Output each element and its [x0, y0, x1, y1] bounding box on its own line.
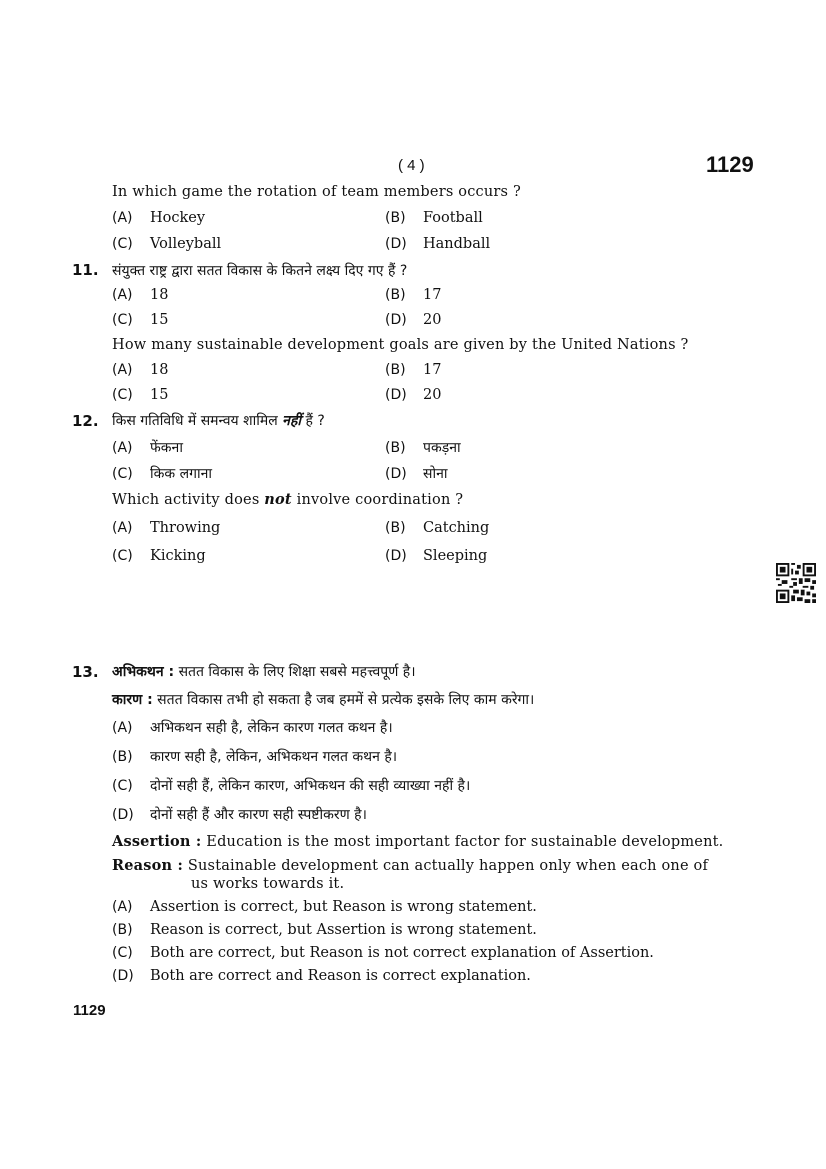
q11-hi-option-d: (D) 20 — [385, 312, 442, 328]
q11-en-option-d: (D) 20 — [385, 387, 442, 403]
qr-code-icon — [776, 563, 816, 603]
q13-reason-english: Reason : Sustainable development can actually happen only when each one of — [112, 857, 709, 874]
q11-en-option-b: (B) 17 — [385, 362, 442, 378]
q10-option-c: (C) Volleyball — [112, 236, 222, 252]
q12-hindi-emphasis: नहीं — [282, 413, 302, 429]
q11-en-option-a: (A) 18 — [112, 362, 169, 378]
q10-option-d: (D) Handball — [385, 236, 491, 252]
q11-hindi-text: संयुक्त राष्ट्र द्वारा सतत विकास के कितने लक्ष्य दिए गए हैं ? — [112, 263, 408, 279]
page-number: ( 4 ) — [398, 157, 425, 174]
q13-en-option-b: (B) Reason is correct, but Assertion is wrong statement. — [112, 922, 537, 938]
q13-en-option-d: (D) Both are correct and Reason is correct explanation. — [112, 968, 531, 984]
paper-code-header: 1129 — [706, 152, 754, 177]
q13-reason-hindi: कारण : सतत विकास तभी हो सकता है जब हममें से प्रत्येक इसके लिए काम करेगा। — [112, 692, 535, 708]
q10-option-b: (B) Football — [385, 210, 483, 226]
q13-reason-english-cont: us works towards it. — [191, 876, 345, 892]
q13-en-option-c: (C) Both are correct, but Reason is not correct explanation of Assertion. — [112, 945, 654, 961]
q12-hi-option-b: (B) पकड़ना — [385, 440, 461, 456]
q12-hi-option-d: (D) सोना — [385, 466, 448, 482]
q12-hi-option-c: (C) किक लगाना — [112, 466, 212, 482]
q12-english-emphasis: not — [264, 491, 292, 508]
q12-number: 12. — [72, 412, 99, 430]
q12-en-option-d: (D) Sleeping — [385, 548, 488, 564]
q11-en-option-c: (C) 15 — [112, 387, 169, 403]
q13-hi-option-b: (B) कारण सही है, लेकिन, अभिकथन गलत कथन है। — [112, 749, 398, 765]
q12-en-option-b: (B) Catching — [385, 520, 490, 536]
q13-number: 13. — [72, 663, 99, 681]
q13-hi-option-d: (D) दोनों सही हैं और कारण सही स्पष्टीकरण है। — [112, 807, 367, 823]
q13-assertion-hindi: अभिकथन : सतत विकास के लिए शिक्षा सबसे महत्त्वपूर्ण है। — [112, 664, 416, 680]
q11-english-text: How many sustainable development goals are given by the United Nations ? — [112, 337, 689, 353]
q12-english-text: Which activity does not involve coordination ? — [112, 491, 464, 508]
q11-hi-option-b: (B) 17 — [385, 287, 442, 303]
q11-hi-option-a: (A) 18 — [112, 287, 169, 303]
q13-hi-option-c: (C) दोनों सही हैं, लेकिन कारण, अभिकथन की सही व्याख्या नहीं है। — [112, 778, 471, 794]
q13-hi-option-a: (A) अभिकथन सही है, लेकिन कारण गलत कथन है। — [112, 720, 393, 736]
q11-number: 11. — [72, 261, 99, 279]
q10-option-a: (A) Hockey — [112, 210, 206, 226]
paper-code-footer: 1129 — [73, 1002, 106, 1019]
q13-assertion-english: Assertion : Education is the most important factor for sustainable development. — [112, 833, 724, 850]
q13-en-option-a: (A) Assertion is correct, but Reason is wrong statement. — [112, 899, 537, 915]
q10-english-text: In which game the rotation of team members occurs ? — [112, 184, 521, 200]
q12-hindi-text: किस गतिविधि में समन्वय शामिल नहीं हैं ? — [112, 413, 325, 429]
q11-hi-option-c: (C) 15 — [112, 312, 169, 328]
q12-en-option-c: (C) Kicking — [112, 548, 206, 564]
q12-hi-option-a: (A) फेंकना — [112, 440, 183, 456]
q12-en-option-a: (A) Throwing — [112, 520, 221, 536]
